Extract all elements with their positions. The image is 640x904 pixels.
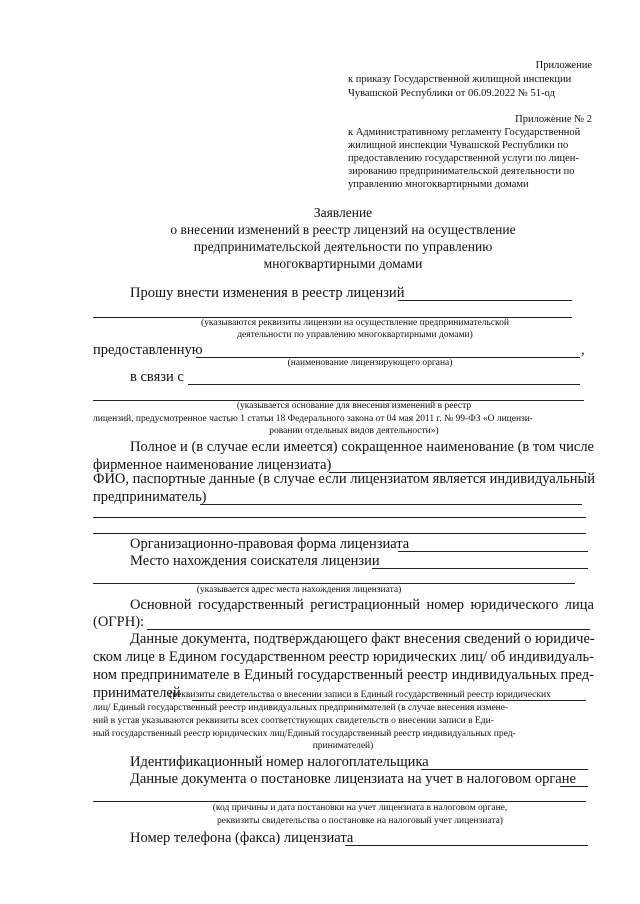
request-label: Прошу внести изменения в реестр лицензий: [130, 285, 405, 301]
hint-basis: ровании отдельных видов деятельности»): [269, 426, 439, 436]
hint-address: (указывается адрес места нахождения лицензиата): [196, 585, 402, 595]
phone-label: Номер телефона (факса) лицензиата: [130, 830, 354, 846]
location-field-line-2[interactable]: [93, 583, 575, 584]
due-to-label: в связи с: [130, 369, 184, 385]
hint-egr: (реквизиты свидетельства о внесении записи в Единый государственный реестр юридических: [169, 690, 551, 700]
org-form-label: Организационно-правовая форма лицензиата: [130, 536, 410, 552]
full-name-label: Полное и (в случае если имеется) сокращенное наименование (в том числе: [130, 439, 594, 455]
document-subtitle-line: предпринимательской деятельности по управлению: [193, 239, 493, 254]
tax-doc-field[interactable]: [560, 786, 588, 787]
org-form-field[interactable]: [398, 551, 588, 552]
appendix-2-label: Приложение № 2: [515, 114, 592, 125]
hint-egr: ний в устав указываются реквизиты всех соответствующих свидетельств о внесении записи в Еди-: [93, 716, 494, 726]
inn-label: Идентификационный номер налогоплательщика: [130, 754, 429, 770]
appendix-label: Приложение: [535, 60, 592, 71]
inn-field[interactable]: [421, 769, 588, 770]
full-name-label-2: фирменное наименование лицензиата): [93, 457, 332, 473]
egr-label: Данные документа, подтверждающего факт внесения сведений о юридиче-: [130, 631, 595, 647]
fio-label-2: предприниматель): [93, 489, 207, 505]
egr-label: ском лице в Едином государственном реестр юридических лиц/ об индивидуаль-: [93, 649, 594, 665]
hint-tax: (код причины и дата постановки на учет лицензиата в налоговом органе,: [212, 803, 508, 813]
fio-field[interactable]: [200, 504, 582, 505]
basis-field[interactable]: [188, 384, 580, 385]
ogrn-label-2: (ОГРН):: [93, 614, 145, 630]
appendix-2-line: к Административному регламенту Государственной: [348, 127, 581, 138]
hint-egr: лиц/ Единый государственный реестр индивидуальных предпринимателей (в случае внесения измене-: [93, 703, 509, 713]
document-subtitle-line: многоквартирными домами: [263, 256, 423, 271]
ogrn-label: Основной государственный регистрационный номер юридического лица: [130, 597, 594, 613]
fio-label: ФИО, паспортные данные (в случае если лицензиатом является индивидуальный: [93, 471, 595, 487]
appendix-2-line: предоставлению государственной услуги по лицен-: [348, 153, 579, 164]
egr-label: принимателей: [93, 685, 181, 701]
ogrn-field[interactable]: [147, 629, 590, 630]
hint-license-details: деятельности по управлению многоквартирными домами): [237, 330, 473, 340]
appendix-2-line: управлению многоквартирными домами: [348, 179, 529, 190]
provided-label: предоставленную: [93, 342, 203, 358]
appendix-order-line: к приказу Государственной жилищной инспекции: [348, 74, 572, 85]
hint-basis: (указывается основание для внесения изменений в реестр: [236, 401, 472, 411]
hint-egr: ный государственный реестр юридических лиц/Единый государственный реестр индивидуальных пред-: [93, 729, 516, 739]
hint-egr: принимателей): [312, 741, 374, 751]
hint-tax: реквизиты свидетельства о постановке на налоговый учет лицензиата): [217, 816, 503, 826]
hint-basis: лицензий, предусмотренное частью 1 статьи 18 Федерального закона от 04 мая 2011 г. № 99-ФЗ «О лицензи-: [93, 414, 534, 424]
tax-doc-label: Данные документа о постановке лицензиата на учет в налоговом органе: [130, 771, 576, 787]
appendix-order-date: Чувашской Республики от 06.09.2022 № 51-од: [348, 88, 555, 99]
license-details-field[interactable]: [398, 300, 572, 301]
location-label: Место нахождения соискателя лицензии: [130, 553, 380, 569]
fio-field-line-2[interactable]: [93, 517, 586, 518]
document-subtitle-line: о внесении изменений в реестр лицензий на осуществление: [170, 222, 516, 237]
hint-authority: (наименование лицензирующего органа): [287, 358, 453, 368]
location-field[interactable]: [372, 568, 588, 569]
comma: ,: [581, 342, 585, 358]
egr-label: ном предпринимателе в Единый государственный реестр индивидуальных пред-: [93, 667, 594, 683]
appendix-2-line: зированию предпринимательской деятельности по: [348, 166, 575, 177]
hint-license-details: (указываются реквизиты лицензии на осуществление предпринимательской: [200, 318, 510, 328]
phone-field[interactable]: [345, 845, 588, 846]
appendix-2-line: жилищной инспекции Чувашской Республики по: [348, 140, 569, 151]
document-title: Заявление: [313, 205, 373, 220]
tax-doc-field-line-2[interactable]: [93, 801, 586, 802]
fio-field-line-3[interactable]: [93, 533, 586, 534]
